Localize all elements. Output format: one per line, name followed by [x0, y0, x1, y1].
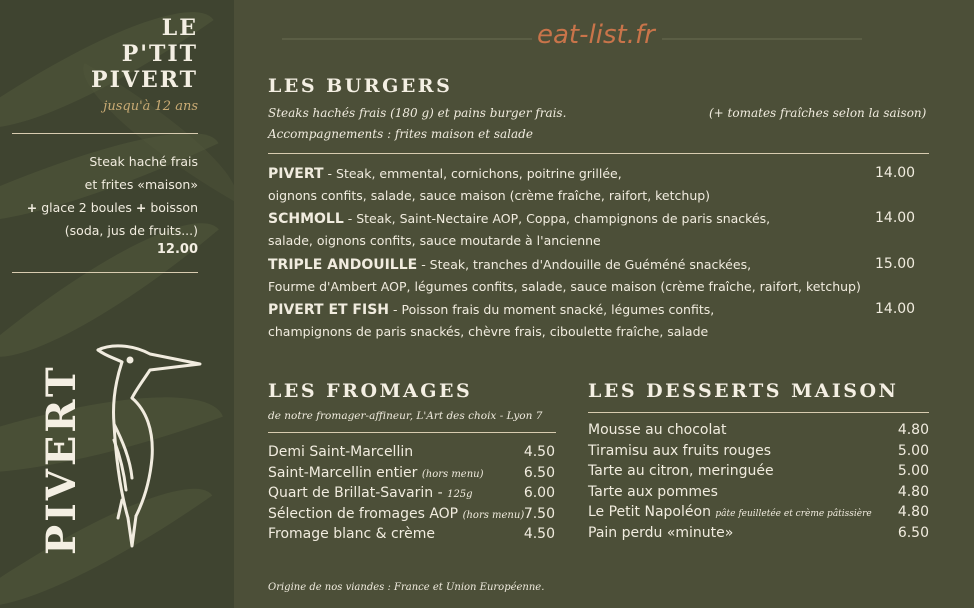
list-item: Fromage blanc & crème 4.50: [268, 526, 555, 542]
decorative-line: [662, 38, 862, 40]
list-item: Demi Saint-Marcellin 4.50: [268, 444, 555, 460]
cheeses-subtitle: de notre fromager-affineur, L'Art des choix - Lyon 7: [268, 410, 543, 422]
kids-menu-panel: [0, 0, 234, 608]
burger-price: 15.00: [875, 256, 916, 272]
burger-price: 14.00: [875, 210, 916, 226]
woodpecker-logo-icon: [92, 340, 204, 554]
divider: [588, 412, 929, 413]
burger-price: 14.00: [875, 301, 916, 317]
burgers-subtitle: Accompagnements : frites maison et salade: [268, 127, 533, 141]
kids-menu-subtitle: jusqu'à 12 ans: [103, 99, 198, 114]
cheeses-list: [268, 444, 555, 547]
list-item: Saint-Marcellin entier (hors menu) 6.50: [268, 464, 555, 481]
list-item: Tiramisu aux fruits rouges 5.00: [588, 442, 929, 459]
meat-origin-note: Origine de nos viandes : France et Union Européenne.: [268, 582, 545, 593]
burgers-subtitle: Steaks hachés frais (180 g) et pains burger frais.: [268, 106, 567, 120]
list-item: Tarte aux pommes 4.80: [588, 483, 929, 500]
burger-item: TRIPLE ANDOUILLE - Steak, tranches d'Andouille de Guéméné snackées, Fourme d'Ambert AOP, légumes confits, salade, sauce maison (crème fraîche, raifort, ketchup): [268, 257, 861, 294]
kids-menu-description: Steak haché frais et frites «maison» + glace 2 boules + boisson (soda, jus de fruits...): [26, 154, 198, 238]
list-item: Pain perdu «minute» 6.50: [588, 524, 929, 541]
burger-item: PIVERT ET FISH - Poisson frais du moment snacké, légumes confits, champignons de paris snackés, chèvre frais, ciboulette fraîche, salade: [268, 302, 715, 339]
burger-price: 14.00: [875, 165, 916, 181]
kids-menu-price: 12.00: [156, 242, 198, 257]
decorative-line: [282, 38, 532, 40]
list-item: Sélection de fromages AOP (hors menu) 7.50: [268, 505, 555, 522]
burgers-title: LES BURGERS: [268, 75, 453, 97]
list-item: Quart de Brillat-Savarin - 125g 6.00: [268, 485, 555, 501]
cheeses-title: LES FROMAGES: [268, 380, 473, 402]
desserts-title: LES DESSERTS MAISON: [588, 380, 899, 402]
divider: [12, 133, 198, 134]
burgers-note: (+ tomates fraîches selon la saison): [709, 106, 927, 120]
brand-name: PIVERT: [38, 364, 85, 555]
burger-item: PIVERT - Steak, emmental, cornichons, poitrine grillée, oignons confits, salade, sauce maison (crème fraîche, raifort, ketchup): [268, 166, 711, 203]
desserts-list: [588, 422, 929, 545]
kids-menu-title: LE P'TIT PIVERT: [91, 15, 198, 93]
divider: [268, 153, 929, 154]
list-item: Le Petit Napoléon pâte feuilletée et crème pâtissière 4.80: [588, 504, 929, 520]
list-item: Mousse au chocolat 4.80: [588, 422, 929, 438]
watermark: eat-list.fr: [537, 20, 655, 50]
divider: [12, 272, 198, 273]
list-item: Tarte au citron, meringuée 5.00: [588, 463, 929, 479]
divider: [268, 432, 556, 433]
burger-item: SCHMOLL - Steak, Saint-Nectaire AOP, Coppa, champignons de paris snackés, salade, oignons confits, sauce moutarde à l'ancienne: [268, 211, 771, 248]
